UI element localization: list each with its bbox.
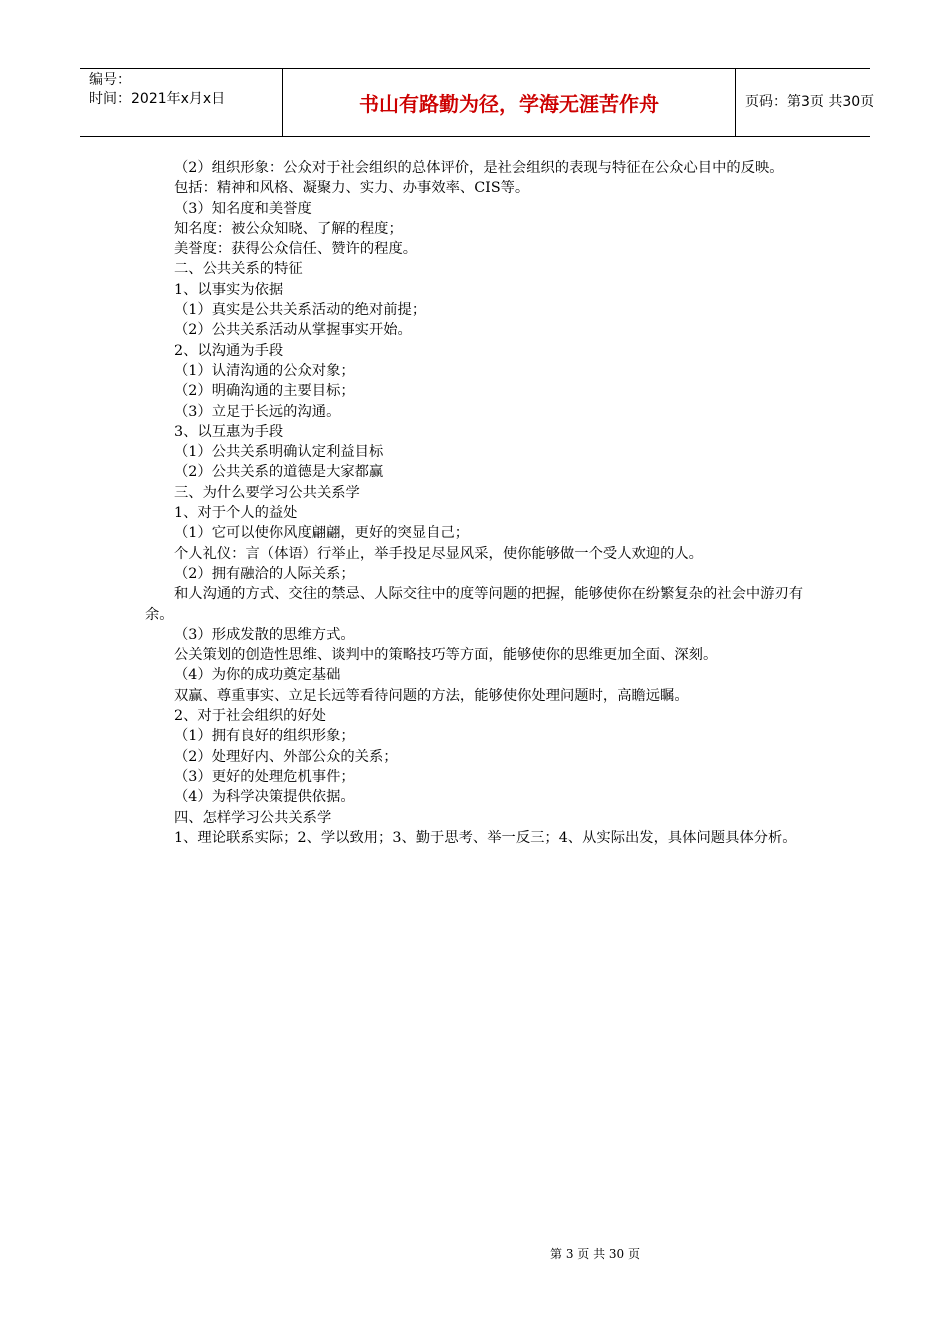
body-paragraph: （2）公共关系的道德是大家都赢 [174,464,384,481]
header-page-info: 页码：第3页 共30页 [745,94,875,110]
motto-text: 书山有路勤为径，学海无涯苦作舟 [359,92,659,116]
serial-number-label: 编号： [89,72,131,88]
body-paragraph: （2）处理好内、外部公众的关系； [174,748,398,765]
body-paragraph: （3）形成发散的思维方式。 [174,626,355,643]
body-paragraph: （4）为科学决策提供依据。 [174,789,355,806]
body-paragraph: （2）明确沟通的主要目标； [174,383,355,400]
body-paragraph: 1、以事实为依据 [174,281,284,298]
body-paragraph: （3）知名度和美誉度 [174,200,312,217]
body-paragraph: （1）拥有良好的组织形象； [174,728,355,745]
body-paragraph: （2）拥有融洽的人际关系； [174,565,355,582]
document-body [145,158,810,848]
body-paragraph: 个人礼仪：言（体语）行举止，举手投足尽显风采，使你能够做一个受人欢迎的人。 [174,545,703,562]
page-header [80,68,875,137]
body-paragraph: 3、以互惠为手段 [174,423,284,440]
body-paragraph: 2、对于社会组织的好处 [174,708,327,725]
body-paragraph: 包括：精神和风格、凝聚力、实力、办事效率、CIS等。 [174,180,530,197]
body-paragraph: （1）认清沟通的公众对象； [174,362,355,379]
body-paragraph: （1）公共关系明确认定利益目标 [174,444,384,461]
body-paragraph: 三、为什么要学习公共关系学 [174,484,360,501]
body-paragraph: （3）更好的处理危机事件； [174,768,355,785]
body-paragraph: （2）公共关系活动从掌握事实开始。 [174,322,412,339]
footer-page-number: 第 3 页 共 30 页 [550,1247,640,1261]
body-paragraph: 四、怎样学习公共关系学 [174,809,332,826]
body-paragraph: （4）为你的成功奠定基础 [174,667,341,684]
body-paragraph: （1）它可以使你风度翩翩，更好的突显自己； [174,525,470,542]
date-label: 时间：2021年x月x日 [89,91,226,107]
header-page-cell [735,69,875,136]
header-meta-cell [80,69,282,136]
body-paragraph: （1）真实是公共关系活动的绝对前提； [174,302,427,319]
body-paragraph: 和人沟通的方式、交往的禁忌、人际交往中的度等问题的把握，能够使你在纷繁复杂的社会中游刃有余。 [145,586,804,623]
body-paragraph: 2、以沟通为手段 [174,342,284,359]
body-paragraph: 1、对于个人的益处 [174,505,298,522]
body-paragraph: 知名度：被公众知晓、了解的程度； [174,220,403,237]
body-paragraph: 美誉度：获得公众信任、赞许的程度。 [174,241,418,258]
body-paragraph: （2）组织形象：公众对于社会组织的总体评价，是社会组织的表现与特征在公众心目中的反映。 [174,160,784,176]
body-paragraph: 二、公共关系的特征 [174,261,303,278]
header-motto-cell [282,69,736,136]
body-paragraph: 1、理论联系实际；2、学以致用；3、勤于思考、举一反三；4、从实际出发，具体问题具体分析。 [174,829,797,846]
body-paragraph: （3）立足于长远的沟通。 [174,403,341,420]
body-paragraph: 公关策划的创造性思维、谈判中的策略技巧等方面，能够使你的思维更加全面、深刻。 [174,647,718,664]
body-paragraph: 双赢、尊重事实、立足长远等看待问题的方法，能够使你处理问题时，高瞻远瞩。 [174,687,689,704]
